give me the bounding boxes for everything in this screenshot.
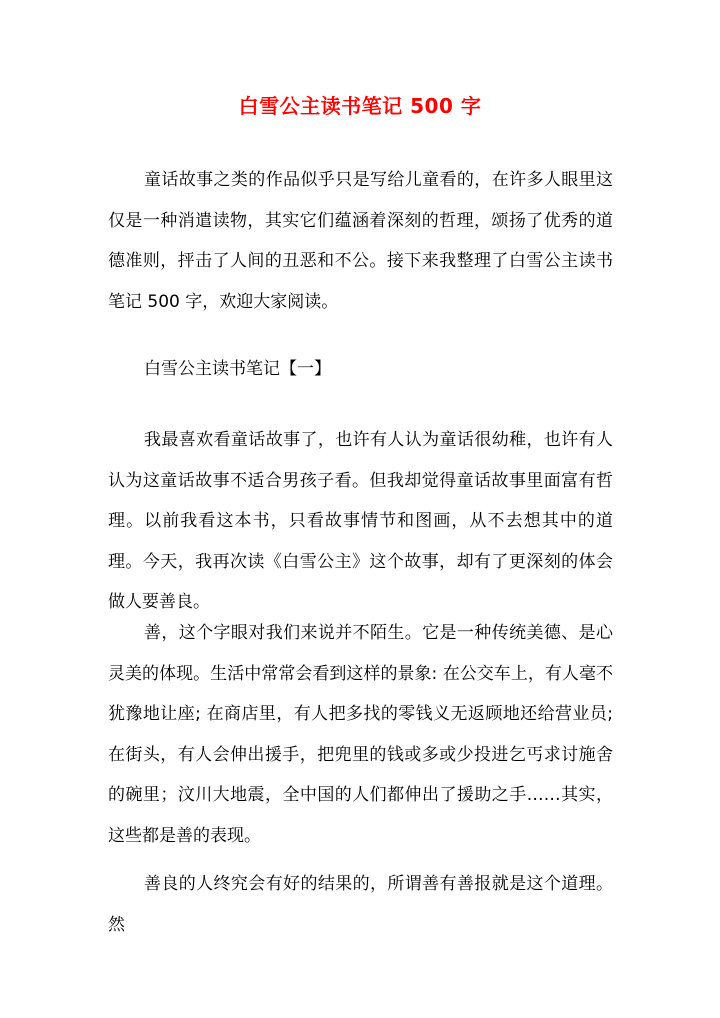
body-paragraph: 我最喜欢看童话故事了，也许有人认为童话很幼稚，也许有人认为这童话故事不适合男孩子看。但我却觉得童话故事里面富有哲理。以前我看这本书，只看故事情节和图画，从不去想其中的道理。今天，我再次读《白雪公主》这个故事，却有了更深刻的体会 做人要善良。 bbox=[108, 430, 613, 612]
intro-paragraph: 童话故事之类的作品似乎只是写给儿童看的，在许多人眼里这仅是一种消遣读物，其实它们蕴涵着深刻的哲理，颂扬了优秀的道德准则，抨击了人间的丑恶和不公。接下来我整理了白雪公主读书笔记 500 字，欢迎大家阅读。 bbox=[108, 170, 613, 312]
body-paragraph: 善良的人终究会有好的结果的，所谓善有善报就是这个道理。然 bbox=[108, 874, 613, 935]
document-title: 白雪公主读书笔记 500 字 bbox=[238, 94, 482, 118]
section-heading: 白雪公主读书笔记【一】 bbox=[144, 359, 331, 379]
body-paragraph: 善，这个字眼对我们来说并不陌生。它是一种传统美德、是心灵美的体现。生活中常常会看到这样的景象: 在公交车上，有人毫不犹豫地让座; 在商店里，有人把多找的零钱义无返顾地还给营业员; 在街头，有人会伸出援手，把兜里的钱或多或少投进乞丐求讨施舍的碗里；汶川大地震，全中国的人们都伸出了援助之手……其实，这些都是善的表现。 bbox=[108, 623, 613, 846]
